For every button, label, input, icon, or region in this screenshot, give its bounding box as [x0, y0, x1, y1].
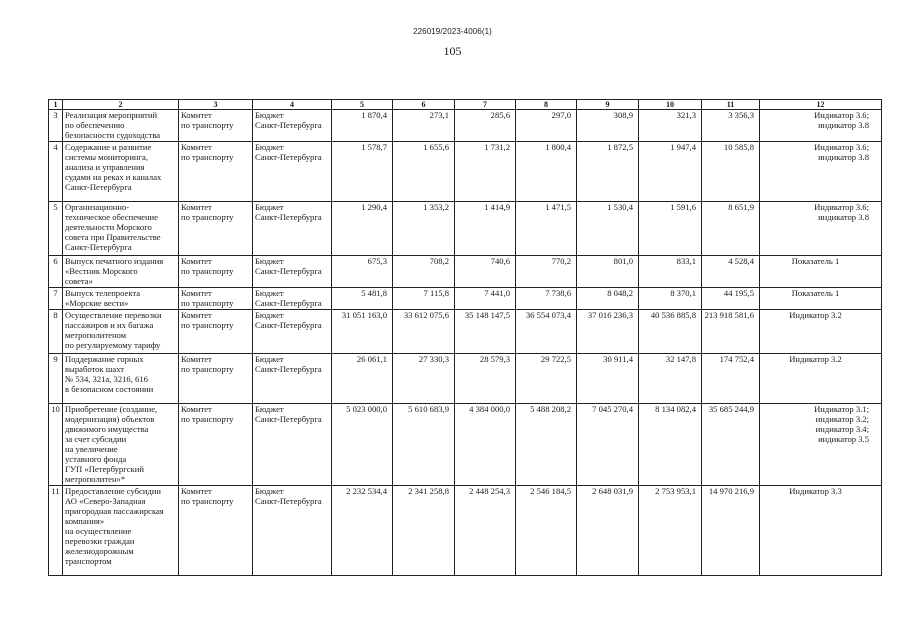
column-number-4: 4	[253, 100, 332, 110]
document-registration-number: 226019/2023-4006(1)	[413, 27, 492, 36]
column-number-7: 7	[455, 100, 516, 110]
amount-cell: 35 148 147,5	[455, 310, 516, 354]
budget-table	[48, 99, 882, 576]
indicator-cell: Индикатор 3.2	[760, 310, 882, 354]
amount-cell: 1 471,5	[516, 202, 577, 256]
amount-cell: 1 731,2	[455, 142, 516, 202]
activity-name: Осуществление перевозки пассажиров и их багажа метрополитеном по регулируемому тарифу	[63, 310, 179, 354]
funding-source-cell: Бюджет Санкт-Петербурга	[253, 310, 332, 354]
executor-cell: Комитет по транспорту	[179, 202, 253, 256]
indicator-cell: Показатель 1	[760, 288, 882, 310]
executor-cell: Комитет по транспорту	[179, 110, 253, 142]
indicator-cell: Индикатор 3.3	[760, 486, 882, 576]
amount-cell: 31 051 163,0	[332, 310, 393, 354]
amount-cell: 8 370,1	[639, 288, 702, 310]
funding-source-cell: Бюджет Санкт-Петербурга	[253, 202, 332, 256]
amount-cell: 1 800,4	[516, 142, 577, 202]
amount-cell: 213 918 581,6	[702, 310, 760, 354]
row-number: 9	[49, 354, 63, 404]
amount-cell: 297,0	[516, 110, 577, 142]
funding-source-cell: Бюджет Санкт-Петербурга	[253, 288, 332, 310]
amount-cell: 5 481,8	[332, 288, 393, 310]
executor-cell: Комитет по транспорту	[179, 288, 253, 310]
column-number-10: 10	[639, 100, 702, 110]
row-number: 3	[49, 110, 63, 142]
amount-cell: 14 970 216,9	[702, 486, 760, 576]
funding-source-cell: Бюджет Санкт-Петербурга	[253, 142, 332, 202]
amount-cell: 2 232 534,4	[332, 486, 393, 576]
row-number: 5	[49, 202, 63, 256]
table-row	[49, 288, 882, 310]
amount-cell: 1 353,2	[393, 202, 455, 256]
amount-cell: 36 554 073,4	[516, 310, 577, 354]
amount-cell: 2 648 031,9	[577, 486, 639, 576]
column-number-5: 5	[332, 100, 393, 110]
column-number-2: 2	[63, 100, 179, 110]
amount-cell: 770,2	[516, 256, 577, 288]
column-number-1: 1	[49, 100, 63, 110]
amount-cell: 3 356,3	[702, 110, 760, 142]
amount-cell: 4 528,4	[702, 256, 760, 288]
activity-name: Содержание и развитие системы мониторинга, анализа и управления судами на реках и каналах Санкт-Петербурга	[63, 142, 179, 202]
amount-cell: 44 195,5	[702, 288, 760, 310]
amount-cell: 8 048,2	[577, 288, 639, 310]
amount-cell: 2 448 254,3	[455, 486, 516, 576]
row-number: 11	[49, 486, 63, 576]
row-number: 8	[49, 310, 63, 354]
executor-cell: Комитет по транспорту	[179, 486, 253, 576]
table-row	[49, 404, 882, 486]
amount-cell: 740,6	[455, 256, 516, 288]
page-number: 105	[443, 44, 462, 58]
executor-cell: Комитет по транспорту	[179, 310, 253, 354]
amount-cell: 7 441,0	[455, 288, 516, 310]
indicator-cell: Индикатор 3.6; индикатор 3.8	[760, 202, 882, 256]
amount-cell: 28 579,3	[455, 354, 516, 404]
amount-cell: 5 488 208,2	[516, 404, 577, 486]
amount-cell: 26 061,1	[332, 354, 393, 404]
indicator-cell: Индикатор 3.6; индикатор 3.8	[760, 142, 882, 202]
amount-cell: 801,0	[577, 256, 639, 288]
amount-cell: 675,3	[332, 256, 393, 288]
row-number: 6	[49, 256, 63, 288]
activity-name: Предоставление субсидии АО «Северо-Западная пригородная пассажирская компания» на осуществление перевозки граждан железнодорожным транспортом	[63, 486, 179, 576]
table-row	[49, 110, 882, 142]
amount-cell: 285,6	[455, 110, 516, 142]
table-row	[49, 310, 882, 354]
amount-cell: 2 753 953,1	[639, 486, 702, 576]
column-number-6: 6	[393, 100, 455, 110]
executor-cell: Комитет по транспорту	[179, 256, 253, 288]
amount-cell: 1 655,6	[393, 142, 455, 202]
table-row	[49, 354, 882, 404]
funding-source-cell: Бюджет Санкт-Петербурга	[253, 110, 332, 142]
amount-cell: 27 330,3	[393, 354, 455, 404]
amount-cell: 5 023 000,0	[332, 404, 393, 486]
amount-cell: 4 384 000,0	[455, 404, 516, 486]
table-row	[49, 256, 882, 288]
amount-cell: 8 134 082,4	[639, 404, 702, 486]
amount-cell: 1 578,7	[332, 142, 393, 202]
amount-cell: 1 872,5	[577, 142, 639, 202]
amount-cell: 2 341 258,8	[393, 486, 455, 576]
amount-cell: 308,9	[577, 110, 639, 142]
amount-cell: 1 530,4	[577, 202, 639, 256]
amount-cell: 7 115,8	[393, 288, 455, 310]
column-number-9: 9	[577, 100, 639, 110]
row-number: 10	[49, 404, 63, 486]
funding-source-cell: Бюджет Санкт-Петербурга	[253, 404, 332, 486]
amount-cell: 35 685 244,9	[702, 404, 760, 486]
funding-source-cell: Бюджет Санкт-Петербурга	[253, 354, 332, 404]
column-number-row	[49, 100, 882, 110]
activity-name: Поддержание горных выработок шахт № 534, 321а, 3216, 616 в безопасном состоянии	[63, 354, 179, 404]
amount-cell: 708,2	[393, 256, 455, 288]
amount-cell: 2 546 184,5	[516, 486, 577, 576]
amount-cell: 1 591,6	[639, 202, 702, 256]
funding-source-cell: Бюджет Санкт-Петербурга	[253, 486, 332, 576]
amount-cell: 40 536 885,8	[639, 310, 702, 354]
amount-cell: 1 290,4	[332, 202, 393, 256]
activity-name: Выпуск телепроекта «Морские вести»	[63, 288, 179, 310]
amount-cell: 1 870,4	[332, 110, 393, 142]
amount-cell: 33 612 075,6	[393, 310, 455, 354]
amount-cell: 1 947,4	[639, 142, 702, 202]
amount-cell: 5 610 683,9	[393, 404, 455, 486]
amount-cell: 321,3	[639, 110, 702, 142]
executor-cell: Комитет по транспорту	[179, 142, 253, 202]
table-row	[49, 142, 882, 202]
amount-cell: 8 651,9	[702, 202, 760, 256]
indicator-cell: Индикатор 3.6; индикатор 3.8	[760, 110, 882, 142]
amount-cell: 29 722,5	[516, 354, 577, 404]
column-number-3: 3	[179, 100, 253, 110]
executor-cell: Комитет по транспорту	[179, 404, 253, 486]
amount-cell: 174 752,4	[702, 354, 760, 404]
indicator-cell: Индикатор 3.2	[760, 354, 882, 404]
indicator-cell: Показатель 1	[760, 256, 882, 288]
amount-cell: 833,1	[639, 256, 702, 288]
executor-cell: Комитет по транспорту	[179, 354, 253, 404]
amount-cell: 7 738,6	[516, 288, 577, 310]
activity-name: Выпуск печатного издания «Вестник Морского совета»	[63, 256, 179, 288]
row-number: 4	[49, 142, 63, 202]
table-row	[49, 486, 882, 576]
column-number-8: 8	[516, 100, 577, 110]
amount-cell: 32 147,8	[639, 354, 702, 404]
amount-cell: 37 016 236,3	[577, 310, 639, 354]
row-number: 7	[49, 288, 63, 310]
indicator-cell: Индикатор 3.1; индикатор 3.2; индикатор 3.4; индикатор 3.5	[760, 404, 882, 486]
funding-source-cell: Бюджет Санкт-Петербурга	[253, 256, 332, 288]
amount-cell: 273,1	[393, 110, 455, 142]
activity-name: Приобретение (создание, модернизация) объектов движимого имущества за счет субсидии на увеличение уставного фонда ГУП «Петербургский метрополитен»*	[63, 404, 179, 486]
amount-cell: 1 414,9	[455, 202, 516, 256]
column-number-11: 11	[702, 100, 760, 110]
amount-cell: 30 911,4	[577, 354, 639, 404]
amount-cell: 7 045 270,4	[577, 404, 639, 486]
activity-name: Организационно- техническое обеспечение деятельности Морского совета при Правительстве Санкт-Петербурга	[63, 202, 179, 256]
table-row	[49, 202, 882, 256]
column-number-12: 12	[760, 100, 882, 110]
amount-cell: 10 585,8	[702, 142, 760, 202]
activity-name: Реализация мероприятий по обеспечению безопасности судоходства	[63, 110, 179, 142]
